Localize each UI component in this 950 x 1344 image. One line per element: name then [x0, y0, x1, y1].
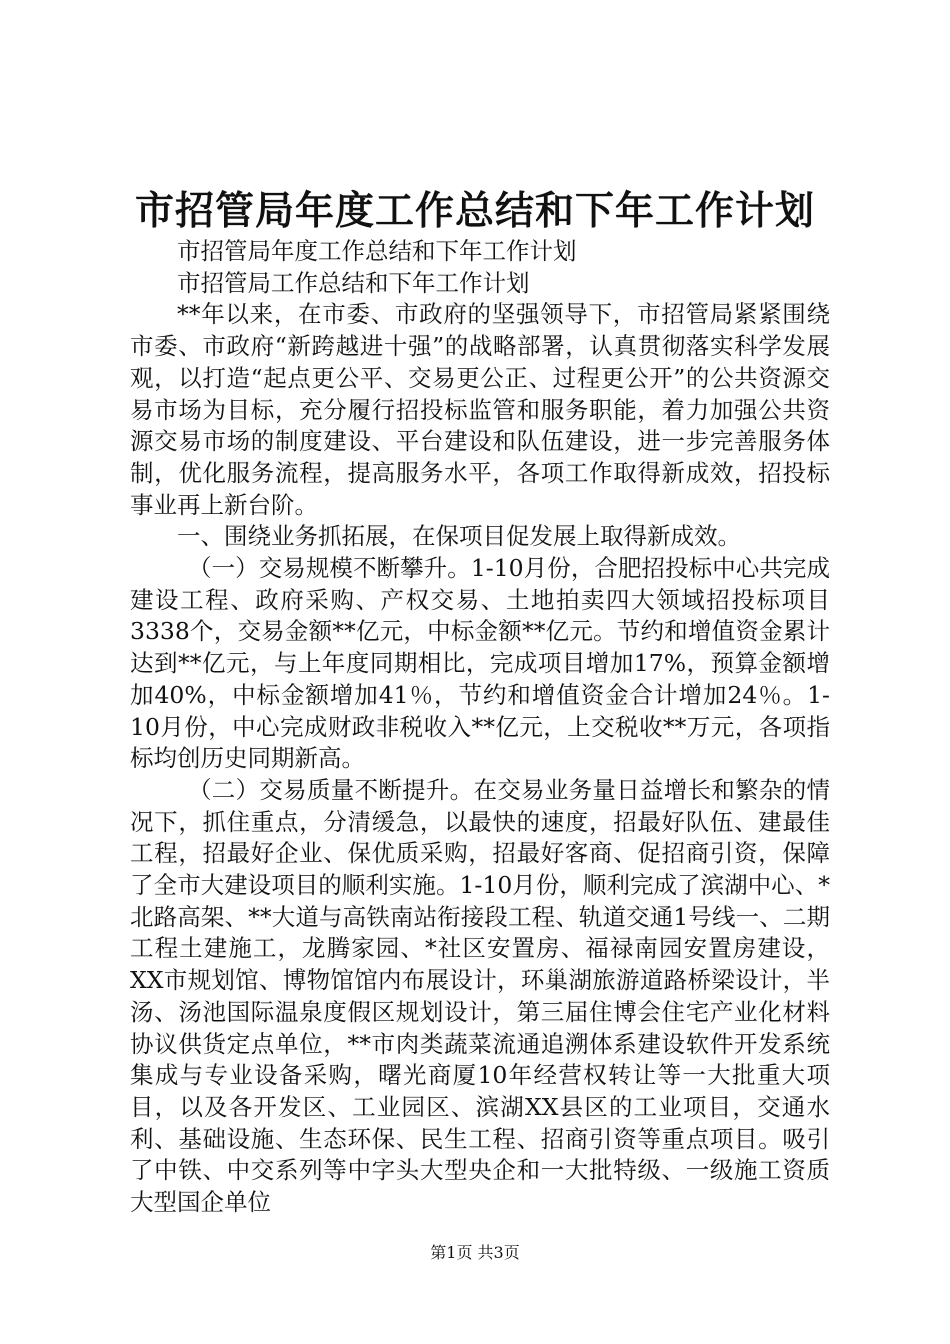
paragraph-section-heading: 一、围绕业务抓拓展，在保项目促发展上取得新成效。: [177, 522, 741, 551]
paragraph-intro: **年以来，在市委、市政府的坚强领导下，市招管局紧紧围绕市委、市政府“新跨越进十强”的战略部署，认真贯彻落实科学发展观，以打造“起点更公平、交易更公正、过程更公开”的公共资源交易市场为目标，充分履行招投标监管和服务职能，着力加强公共资源交易市场的制度建设、平台建设和队伍建设，进一步完善服务体制，优化服务流程，提高服务水平，各项工作取得新成效，招投标事业再上新台阶。: [130, 300, 830, 519]
page-number-footer: 第1页 共3页: [430, 1243, 520, 1262]
document-title: 市招管局年度工作总结和下年工作计划: [134, 188, 815, 234]
document-body: [130, 236, 830, 1219]
paragraph-subtitle-1: 市招管局年度工作总结和下年工作计划: [177, 237, 577, 265]
paragraph-subtitle-2: 市招管局工作总结和下年工作计划: [177, 268, 530, 297]
paragraph-item-1: （一）交易规模不断攀升。1-10月份，合肥招投标中心共完成建设工程、政府采购、产权交易、土地拍卖四大领域招投标项目3338个，交易金额**亿元，中标金额**亿元。节约和增值资金累计达到**亿元，与上年度同期相比，完成项目增加17%，预算金额增加40%，中标金额增加41％，节约和增值资金合计增加24％。1-10月份，中心完成财政非税收入**亿元，上交税收**万元，各项指标均创历史同期新高。: [130, 554, 830, 773]
paragraph-item-2: （二）交易质量不断提升。在交易业务量日益增长和繁杂的情况下，抓住重点，分清缓急，以最快的速度，招最好队伍、建最佳工程，招最好企业、保优质采购，招最好客商、促招商引资，保障了全市大建设项目的顺利实施。1-10月份，顺利完成了滨湖中心、*北路高架、**大道与高铁南站衔接段工程、轨道交通1号线一、二期工程土建施工，龙腾家园、*社区安置房、福禄南园安置房建设，XX市规划馆、博物馆馆内布展设计，环巢湖旅游道路桥梁设计，半汤、汤池国际温泉度假区规划设计，第三届住博会住宅产业化材料协议供货定点单位，**市肉类蔬菜流通追溯体系建设软件开发系统集成与专业设备采购，曙光商厦10年经营权转让等一大批重大项目，以及各开发区、工业园区、滨湖XX县区的工业项目，交通水利、基础设施、生态环保、民生工程、招商引资等重点项目。吸引了中铁、中交系列等中字头大型央企和一大批特级、一级施工资质大型国企单位: [130, 775, 830, 1217]
